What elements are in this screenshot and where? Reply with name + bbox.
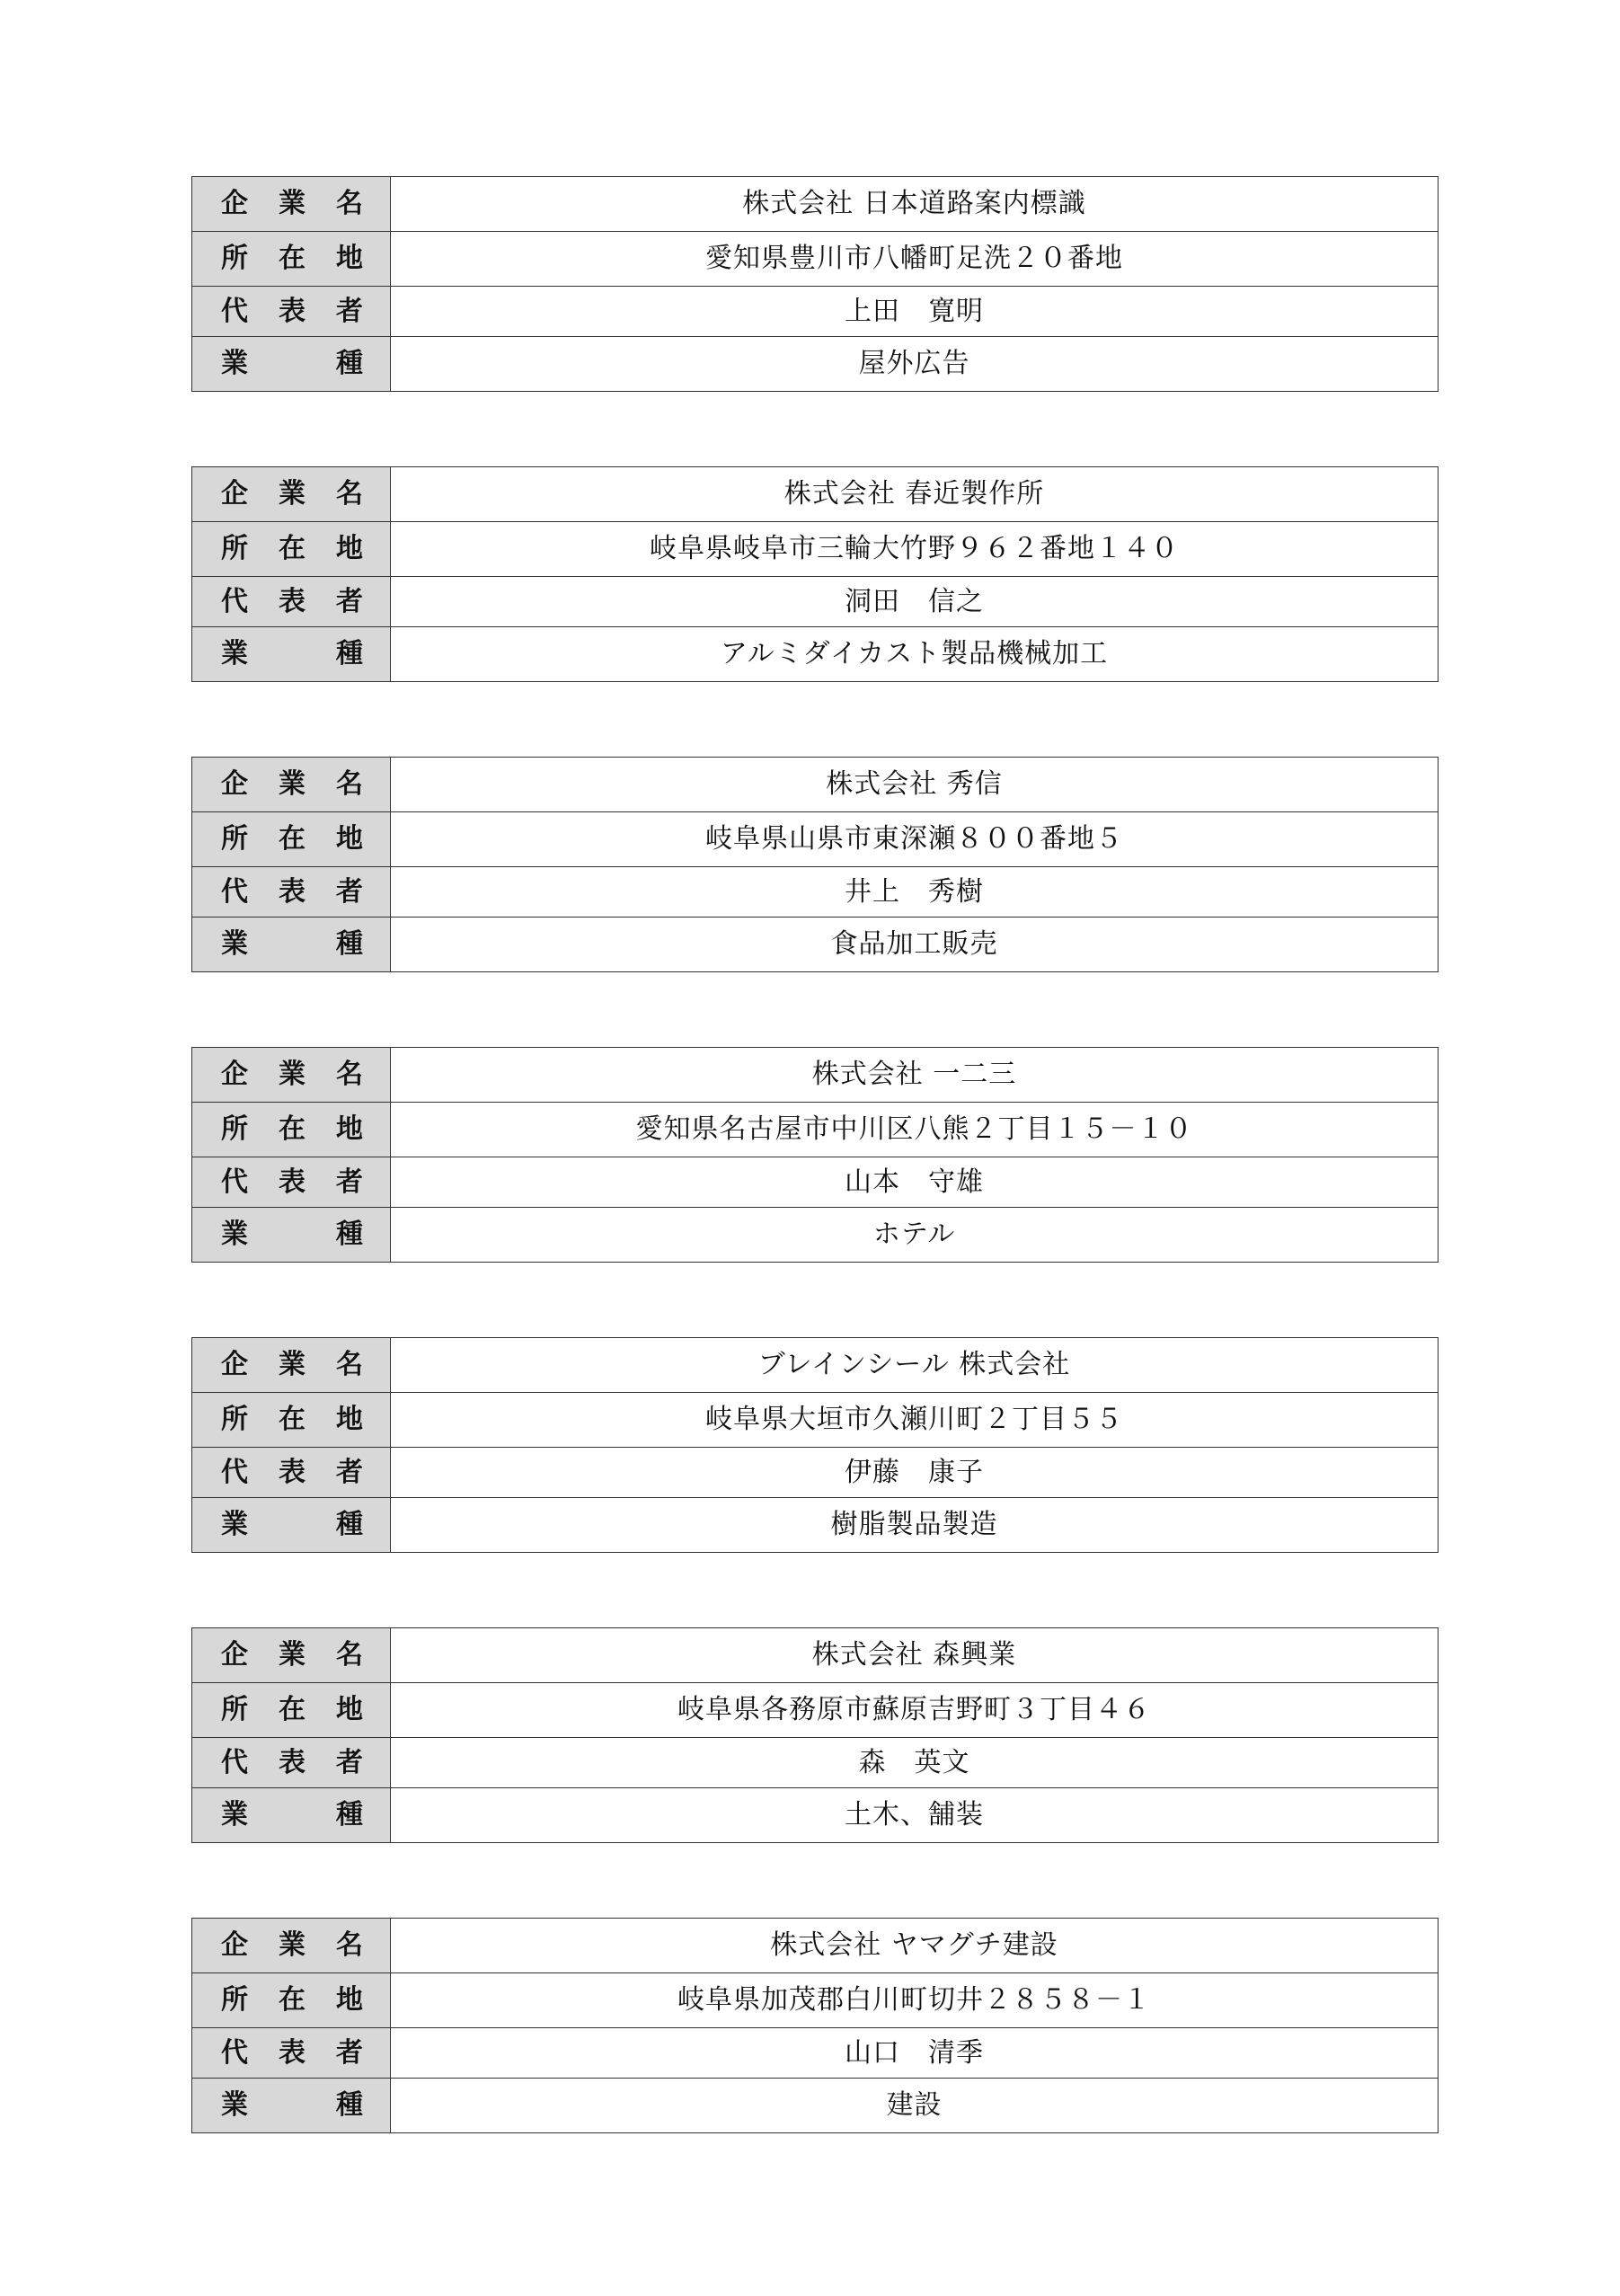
- address-row: [192, 1103, 1439, 1157]
- company-name-row: [192, 1919, 1439, 1973]
- address-row: [192, 232, 1439, 287]
- address-row: [192, 1393, 1439, 1448]
- representative-row: [192, 577, 1439, 627]
- address-row: [192, 812, 1439, 867]
- representative: 上田 寛明: [391, 287, 1439, 337]
- address-label: 所 在 地: [192, 232, 391, 287]
- industry-label: 業 種: [192, 337, 391, 392]
- company-name-row: [192, 758, 1439, 812]
- address-label: 所 在 地: [192, 812, 391, 867]
- industry: ホテル: [391, 1208, 1439, 1263]
- company-name-label: 企 業 名: [192, 177, 391, 232]
- industry-row: [192, 627, 1439, 682]
- company-name-row: [192, 1628, 1439, 1683]
- address: 岐阜県岐阜市三輪大竹野９６２番地１４０: [391, 522, 1439, 577]
- company-table: [191, 466, 1439, 682]
- representative: 伊藤 康子: [391, 1448, 1439, 1498]
- company-table: [191, 1047, 1439, 1263]
- address: 岐阜県山県市東深瀬８００番地５: [391, 812, 1439, 867]
- company-name-label: 企 業 名: [192, 467, 391, 522]
- address-label: 所 在 地: [192, 522, 391, 577]
- company-name-row: [192, 1048, 1439, 1103]
- industry-row: [192, 918, 1439, 972]
- company-table: [191, 176, 1439, 392]
- address-row: [192, 1683, 1439, 1738]
- representative-row: [192, 1448, 1439, 1498]
- address: 岐阜県大垣市久瀬川町２丁目５５: [391, 1393, 1439, 1448]
- representative-label: 代 表 者: [192, 867, 391, 918]
- representative-row: [192, 867, 1439, 918]
- company-table: [191, 1627, 1439, 1843]
- representative-label: 代 表 者: [192, 1448, 391, 1498]
- company-name-row: [192, 177, 1439, 232]
- company-name: 株式会社 一二三: [391, 1048, 1439, 1103]
- company-name: 株式会社 秀信: [391, 758, 1439, 812]
- company-name: 株式会社 日本道路案内標識: [391, 177, 1439, 232]
- company-name-label: 企 業 名: [192, 1919, 391, 1973]
- industry-row: [192, 1208, 1439, 1263]
- representative: 洞田 信之: [391, 577, 1439, 627]
- company-name: ブレインシール 株式会社: [391, 1338, 1439, 1393]
- company-name: 株式会社 ヤマグチ建設: [391, 1919, 1439, 1973]
- address-row: [192, 522, 1439, 577]
- industry-label: 業 種: [192, 1498, 391, 1553]
- company-list: [191, 176, 1439, 2208]
- industry-label: 業 種: [192, 2079, 391, 2133]
- representative: 森 英文: [391, 1738, 1439, 1788]
- company-name-label: 企 業 名: [192, 1628, 391, 1683]
- company-table: [191, 1918, 1439, 2133]
- industry: アルミダイカスト製品機械加工: [391, 627, 1439, 682]
- representative-label: 代 表 者: [192, 1157, 391, 1208]
- address-label: 所 在 地: [192, 1103, 391, 1157]
- company-name: 株式会社 森興業: [391, 1628, 1439, 1683]
- representative: 井上 秀樹: [391, 867, 1439, 918]
- address: 愛知県豊川市八幡町足洗２０番地: [391, 232, 1439, 287]
- industry-row: [192, 337, 1439, 392]
- industry-label: 業 種: [192, 1208, 391, 1263]
- representative-label: 代 表 者: [192, 2028, 391, 2079]
- industry: 土木、舗装: [391, 1788, 1439, 1843]
- representative-row: [192, 1738, 1439, 1788]
- company-name-row: [192, 467, 1439, 522]
- company-name-row: [192, 1338, 1439, 1393]
- industry-label: 業 種: [192, 1788, 391, 1843]
- representative-row: [192, 1157, 1439, 1208]
- industry: 建設: [391, 2079, 1439, 2133]
- company-table: [191, 1337, 1439, 1553]
- representative-row: [192, 287, 1439, 337]
- industry-row: [192, 1788, 1439, 1843]
- representative-label: 代 表 者: [192, 1738, 391, 1788]
- address-label: 所 在 地: [192, 1973, 391, 2028]
- representative-label: 代 表 者: [192, 577, 391, 627]
- representative: 山口 清季: [391, 2028, 1439, 2079]
- company-name-label: 企 業 名: [192, 1048, 391, 1103]
- address: 愛知県名古屋市中川区八熊２丁目１５－１０: [391, 1103, 1439, 1157]
- address: 岐阜県各務原市蘇原吉野町３丁目４６: [391, 1683, 1439, 1738]
- industry-label: 業 種: [192, 627, 391, 682]
- industry-label: 業 種: [192, 918, 391, 972]
- company-name-label: 企 業 名: [192, 758, 391, 812]
- representative-label: 代 表 者: [192, 287, 391, 337]
- company-table: [191, 757, 1439, 972]
- industry-row: [192, 2079, 1439, 2133]
- industry: 食品加工販売: [391, 918, 1439, 972]
- address-label: 所 在 地: [192, 1683, 391, 1738]
- representative-row: [192, 2028, 1439, 2079]
- industry: 屋外広告: [391, 337, 1439, 392]
- representative: 山本 守雄: [391, 1157, 1439, 1208]
- industry-row: [192, 1498, 1439, 1553]
- address-label: 所 在 地: [192, 1393, 391, 1448]
- address-row: [192, 1973, 1439, 2028]
- address: 岐阜県加茂郡白川町切井２８５８－１: [391, 1973, 1439, 2028]
- industry: 樹脂製品製造: [391, 1498, 1439, 1553]
- company-name: 株式会社 春近製作所: [391, 467, 1439, 522]
- company-name-label: 企 業 名: [192, 1338, 391, 1393]
